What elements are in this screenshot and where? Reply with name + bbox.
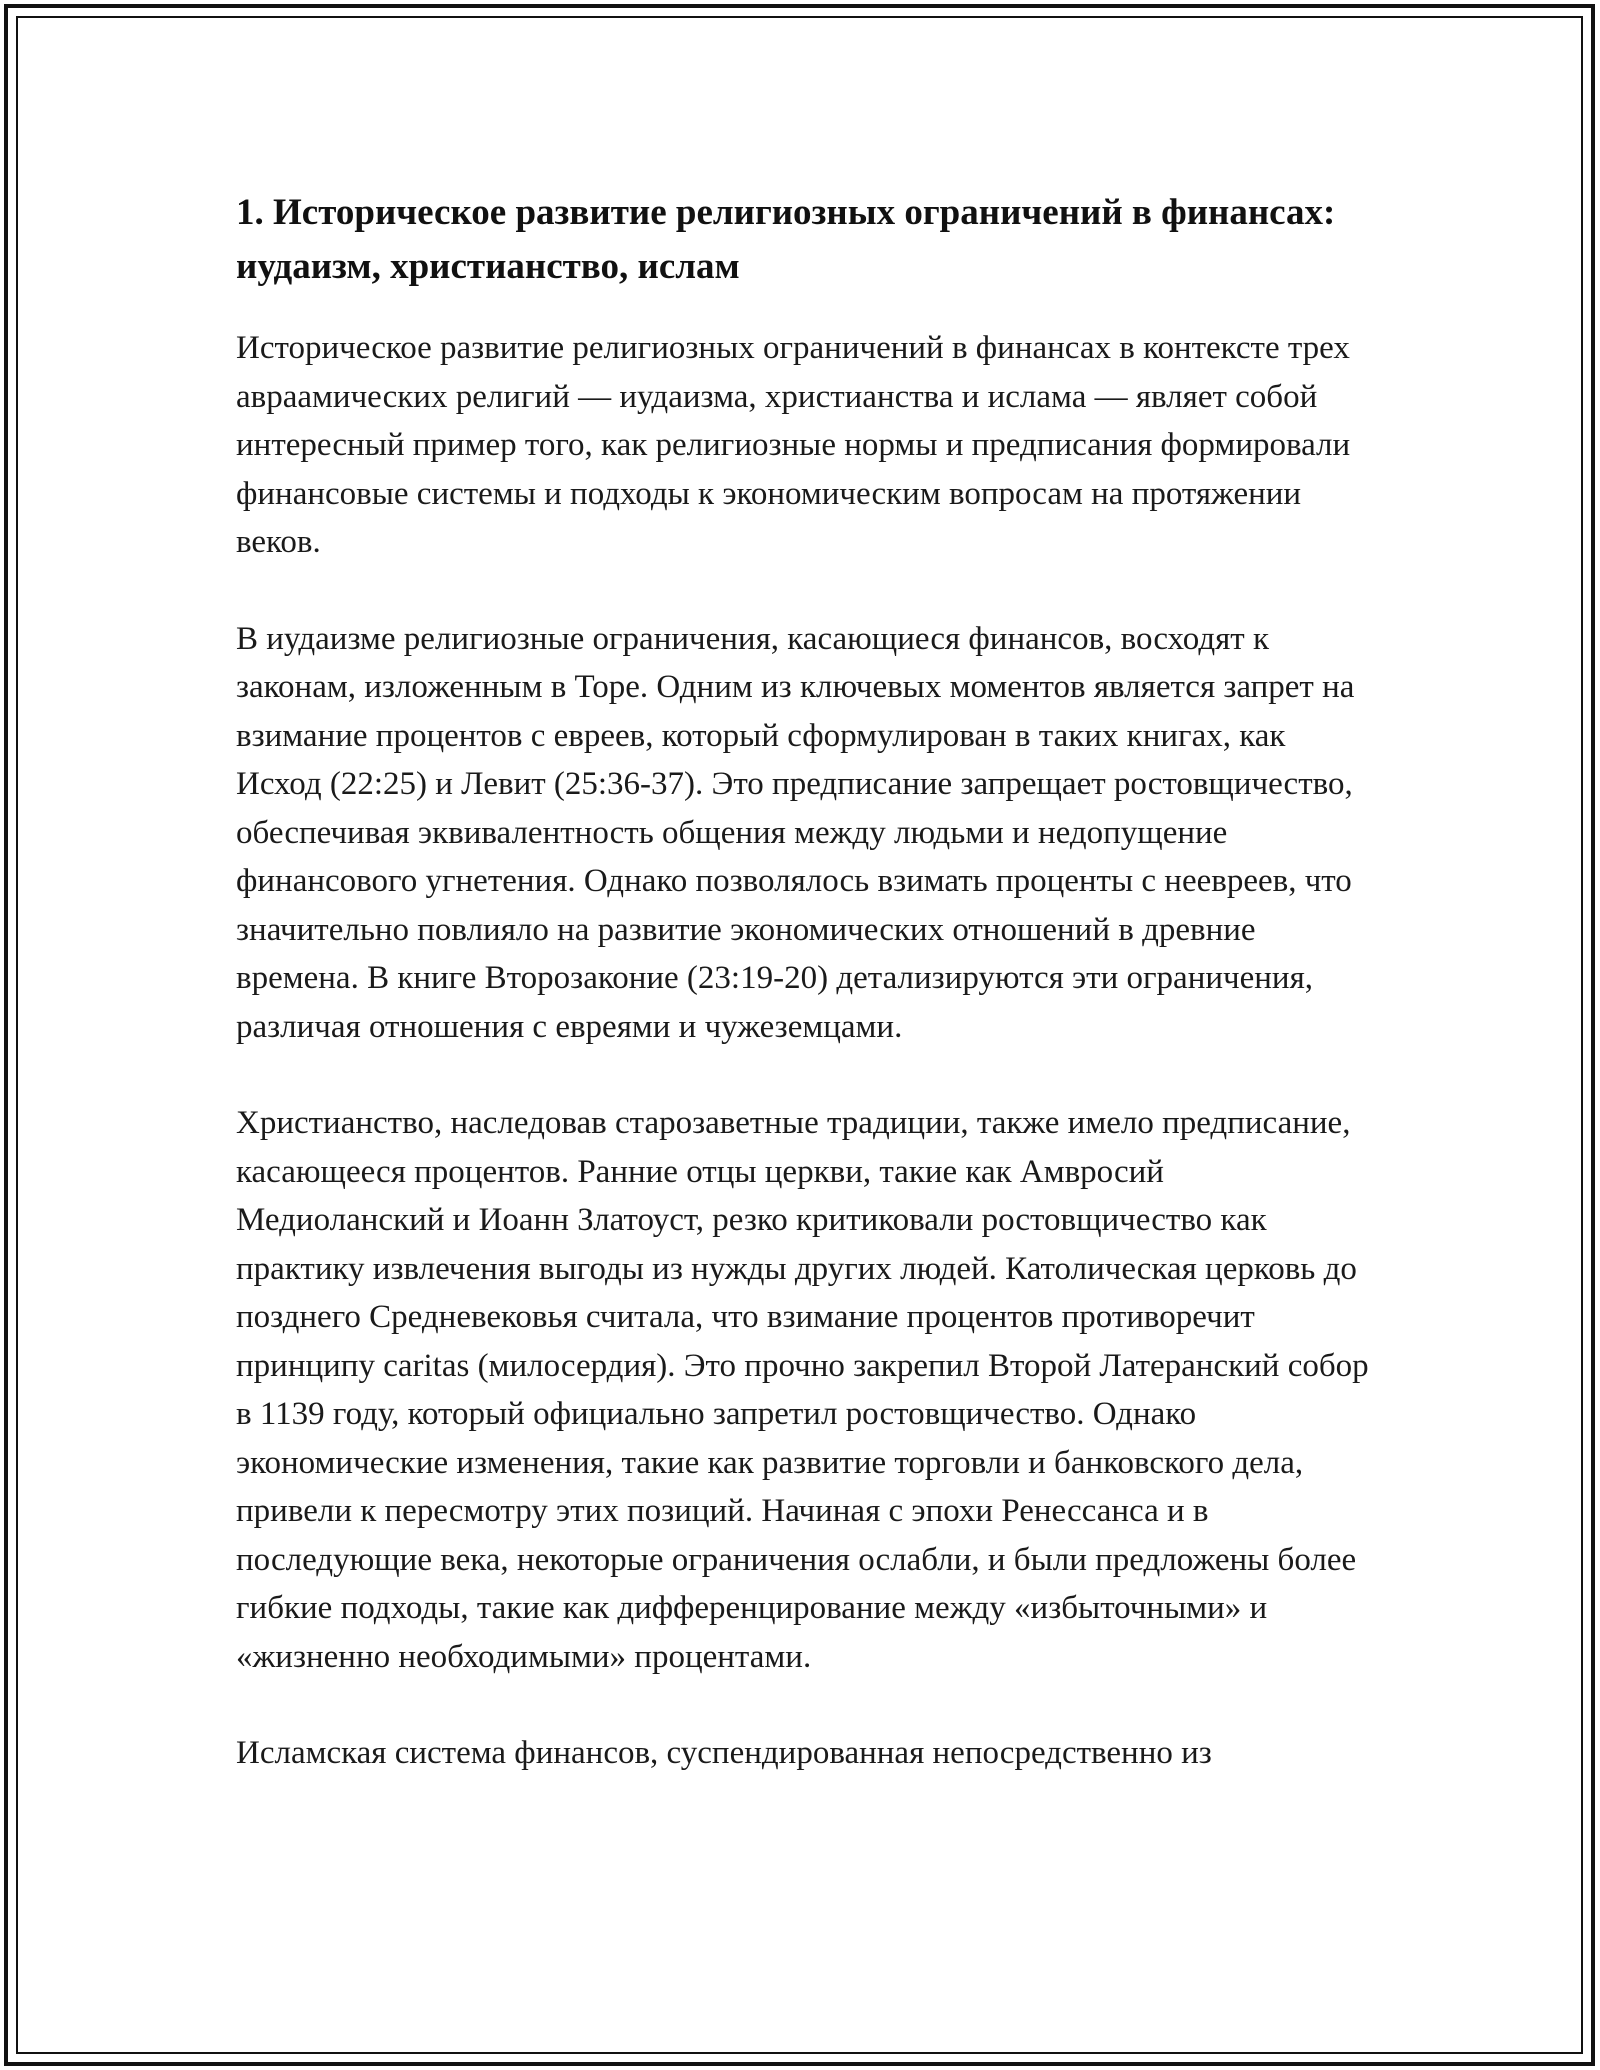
section-title: 1. Историческое развитие религиозных ограничений в финансах: иудаизм, христианство, ислам	[236, 192, 1336, 287]
paragraph-islam: Исламская система финансов, суспендированная непосредственно из	[236, 1735, 1212, 1771]
paragraph-judaism: В иудаизме религиозные ограничения, касающиеся финансов, восходят к законам, изложенным в Торе. Одним из ключевых моментов является запрет на взимание процентов с евреев, который сформулирован в таких книгах, как Исход (22:25) и Левит (25:36-37). Это предписание запрещает ростовщичество, обеспечивая эквивалентность общения между людьми и недопущение финансового угнетения. Однако позволялось взимать проценты с неевреев, что значительно повлияло на развитие экономических отношений в древние времена. В книге Второзаконие (23:19-20) детализируются эти ограничения, различая отношения с евреями и чужеземцами.	[236, 620, 1355, 1045]
paragraph-intro: Историческое развитие религиозных ограничений в финансах в контексте трех авраамических религий — иудаизма, христианства и ислама — являет собой интересный пример того, как религиозные нормы и предписания формировали финансовые системы и подходы к экономическим вопросам на протяжении веков.	[236, 330, 1351, 560]
paragraph-christianity: Христианство, наследовав старозаветные традиции, также имело предписание, касающееся процентов. Ранние отцы церкви, такие как Амвросий Медиоланский и Иоанн Златоуст, резко критиковали ростовщичество как практику извлечения выгоды из нужды других людей. Католическая церковь до позднего Средневековья считала, что взимание процентов противоречит принципу caritas (милосердия). Это прочно закрепил Второй Латеранский собор в 1139 году, который официально запретил ростовщичество. Однако экономические изменения, такие как развитие торговли и банковского дела, привели к пересмотру этих позиций. Начиная с эпохи Ренессанса и в последующие века, некоторые ограничения ослабли, и были предложены более гибкие подходы, такие как дифференцирование между «избыточными» и «жизненно необходимыми» процентами.	[236, 1105, 1369, 1675]
document-body	[236, 186, 1376, 1826]
